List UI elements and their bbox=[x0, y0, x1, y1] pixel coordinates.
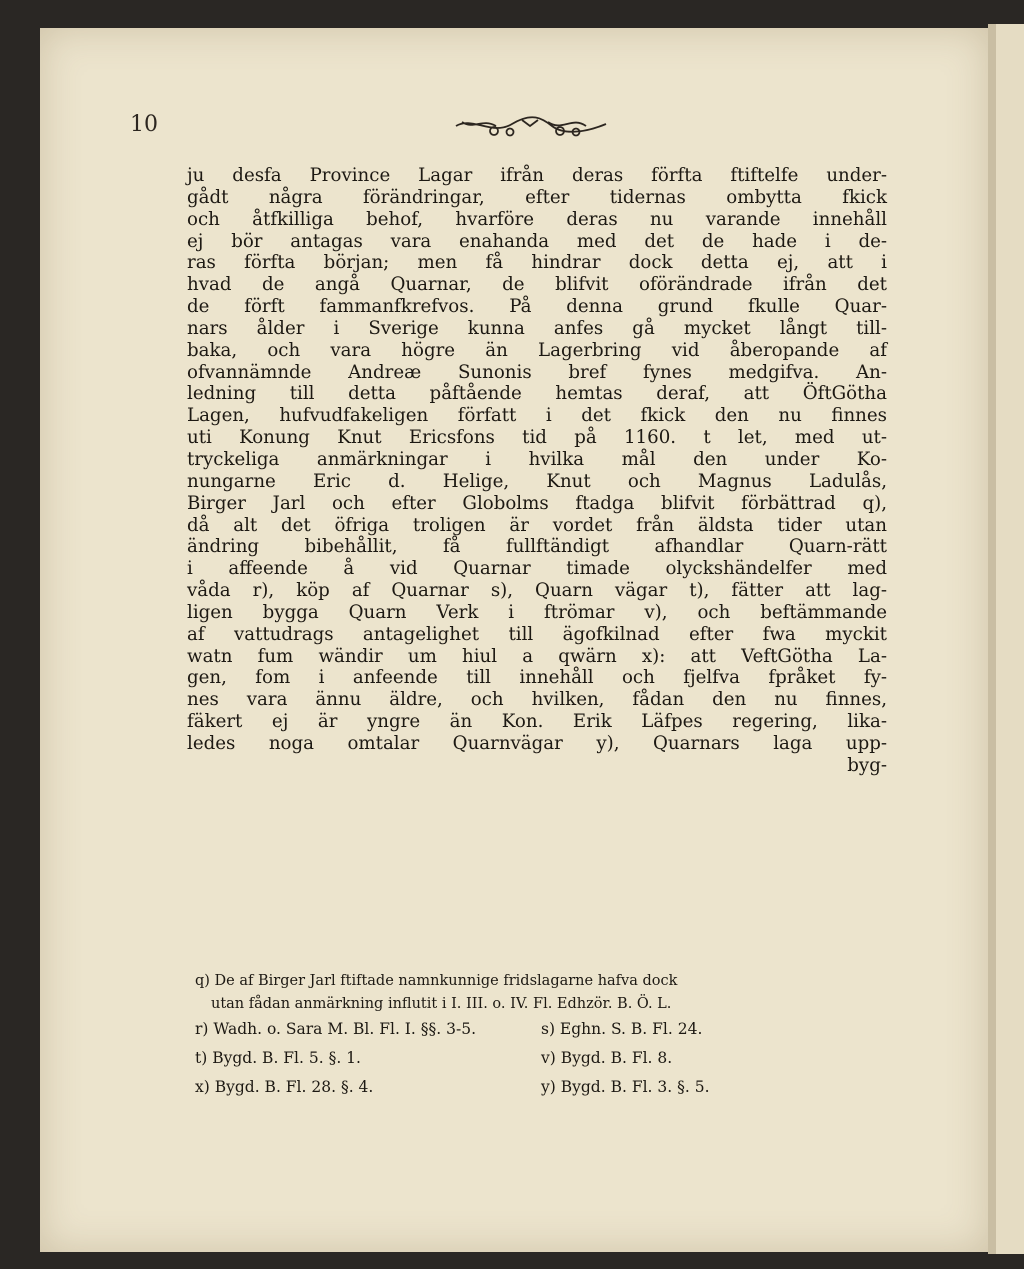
text-line: tryckeliga anmärkningar i hvilka mål den under Ko- bbox=[187, 448, 887, 470]
text-line: gen, fom i anfeende till innehåll och fjelfva fpråket fy- bbox=[187, 667, 887, 689]
text-line: fäkert ej är yngre än Kon. Erik Läfpes regering, lika- bbox=[187, 711, 887, 733]
text-line: ligen bygga Quarn Verk i ftrömar v), och beftämmande bbox=[187, 601, 887, 623]
ornament-icon bbox=[452, 112, 610, 138]
text-line: ledning till detta påftående hemtas deraf, att ÖftGötha bbox=[187, 383, 887, 405]
text-line: nungarne Eric d. Helige, Knut och Magnus Ladulås, bbox=[187, 470, 887, 492]
text-line: ju desfa Province Lagar ifrån deras förfta ftiftelfe under- bbox=[187, 165, 887, 186]
text-line: hvad de angå Quarnar, de blifvit oförändrade ifrån det bbox=[187, 274, 887, 296]
footnotes bbox=[195, 970, 887, 1102]
text-line: baka, och vara högre än Lagerbring vid åberopande af bbox=[187, 339, 887, 361]
text-line: ofvannämnde Andreæ Sunonis bref fynes medgifva. An- bbox=[187, 361, 887, 383]
body-text bbox=[187, 165, 887, 777]
page-fold bbox=[988, 24, 996, 1254]
footnote-q: q) De af Birger Jarl ftiftade namnkunnige fridslagarne hafva dock bbox=[195, 973, 678, 989]
text-line: i affeende å vid Quarnar timade olyckshändelfer med bbox=[187, 558, 887, 580]
footnote-t: t) Bygd. B. Fl. 5. §. 1. bbox=[195, 1049, 361, 1067]
footnote-v: v) Bygd. B. Fl. 8. bbox=[541, 1049, 673, 1067]
text-line: ändring bibehållit, få fullftändigt afhandlar Quarn-rätt bbox=[187, 536, 887, 558]
text-line: watn fum wändir um hiul a qwärn x): att VeftGötha La- bbox=[187, 645, 887, 667]
text-line: Birger Jarl och efter Globolms ftadga blifvit förbättrad q), bbox=[187, 492, 887, 514]
text-line: de förft fammanfkrefvos. På denna grund fkulle Quar- bbox=[187, 296, 887, 318]
footnote-s: s) Eghn. S. B. Fl. 24. bbox=[541, 1020, 703, 1038]
text-line: nes vara ännu äldre, och hvilken, fådan den nu finnes, bbox=[187, 689, 887, 711]
text-line: uti Konung Knut Ericsfons tid på 1160. t let, med ut- bbox=[187, 427, 887, 449]
page-number: 10 bbox=[130, 112, 158, 137]
text-line: ras förfta början; men få hindrar dock detta ej, att i bbox=[187, 252, 887, 274]
text-line: gådt några förändringar, efter tidernas ombytta fkick bbox=[187, 186, 887, 208]
text-line: och åtfkilliga behof, hvarföre deras nu varande innehåll bbox=[187, 208, 887, 230]
text-line: nars ålder i Sverige kunna anfes gå mycket långt till- bbox=[187, 317, 887, 339]
footnote-q-continued: utan fådan anmärkning influtit i I. III. o. IV. Fl. Edhzör. B. Ö. L. bbox=[211, 995, 672, 1012]
text-line: ej bör antagas vara enahanda med det de hade i de- bbox=[187, 230, 887, 252]
text-line: byg- bbox=[847, 754, 887, 776]
text-line: våda r), köp af Quarnar s), Quarn vägar t), fätter att lag- bbox=[187, 580, 887, 602]
footnote-r: r) Wadh. o. Sara M. Bl. Fl. I. §§. 3-5. bbox=[195, 1020, 477, 1038]
text-line: af vattudrags antagelighet till ägofkilnad efter fwa myckit bbox=[187, 623, 887, 645]
text-line: Lagen, hufvudfakeligen författ i det fkick den nu finnes bbox=[187, 405, 887, 427]
footnote-y: y) Bygd. B. Fl. 3. §. 5. bbox=[541, 1078, 710, 1096]
text-line: då alt det öfriga troligen är vordet från äldsta tider utan bbox=[187, 514, 887, 536]
text-line: ledes noga omtalar Quarnvägar y), Quarnars laga upp- bbox=[187, 732, 887, 754]
footnote-x: x) Bygd. B. Fl. 28. §. 4. bbox=[195, 1078, 374, 1096]
